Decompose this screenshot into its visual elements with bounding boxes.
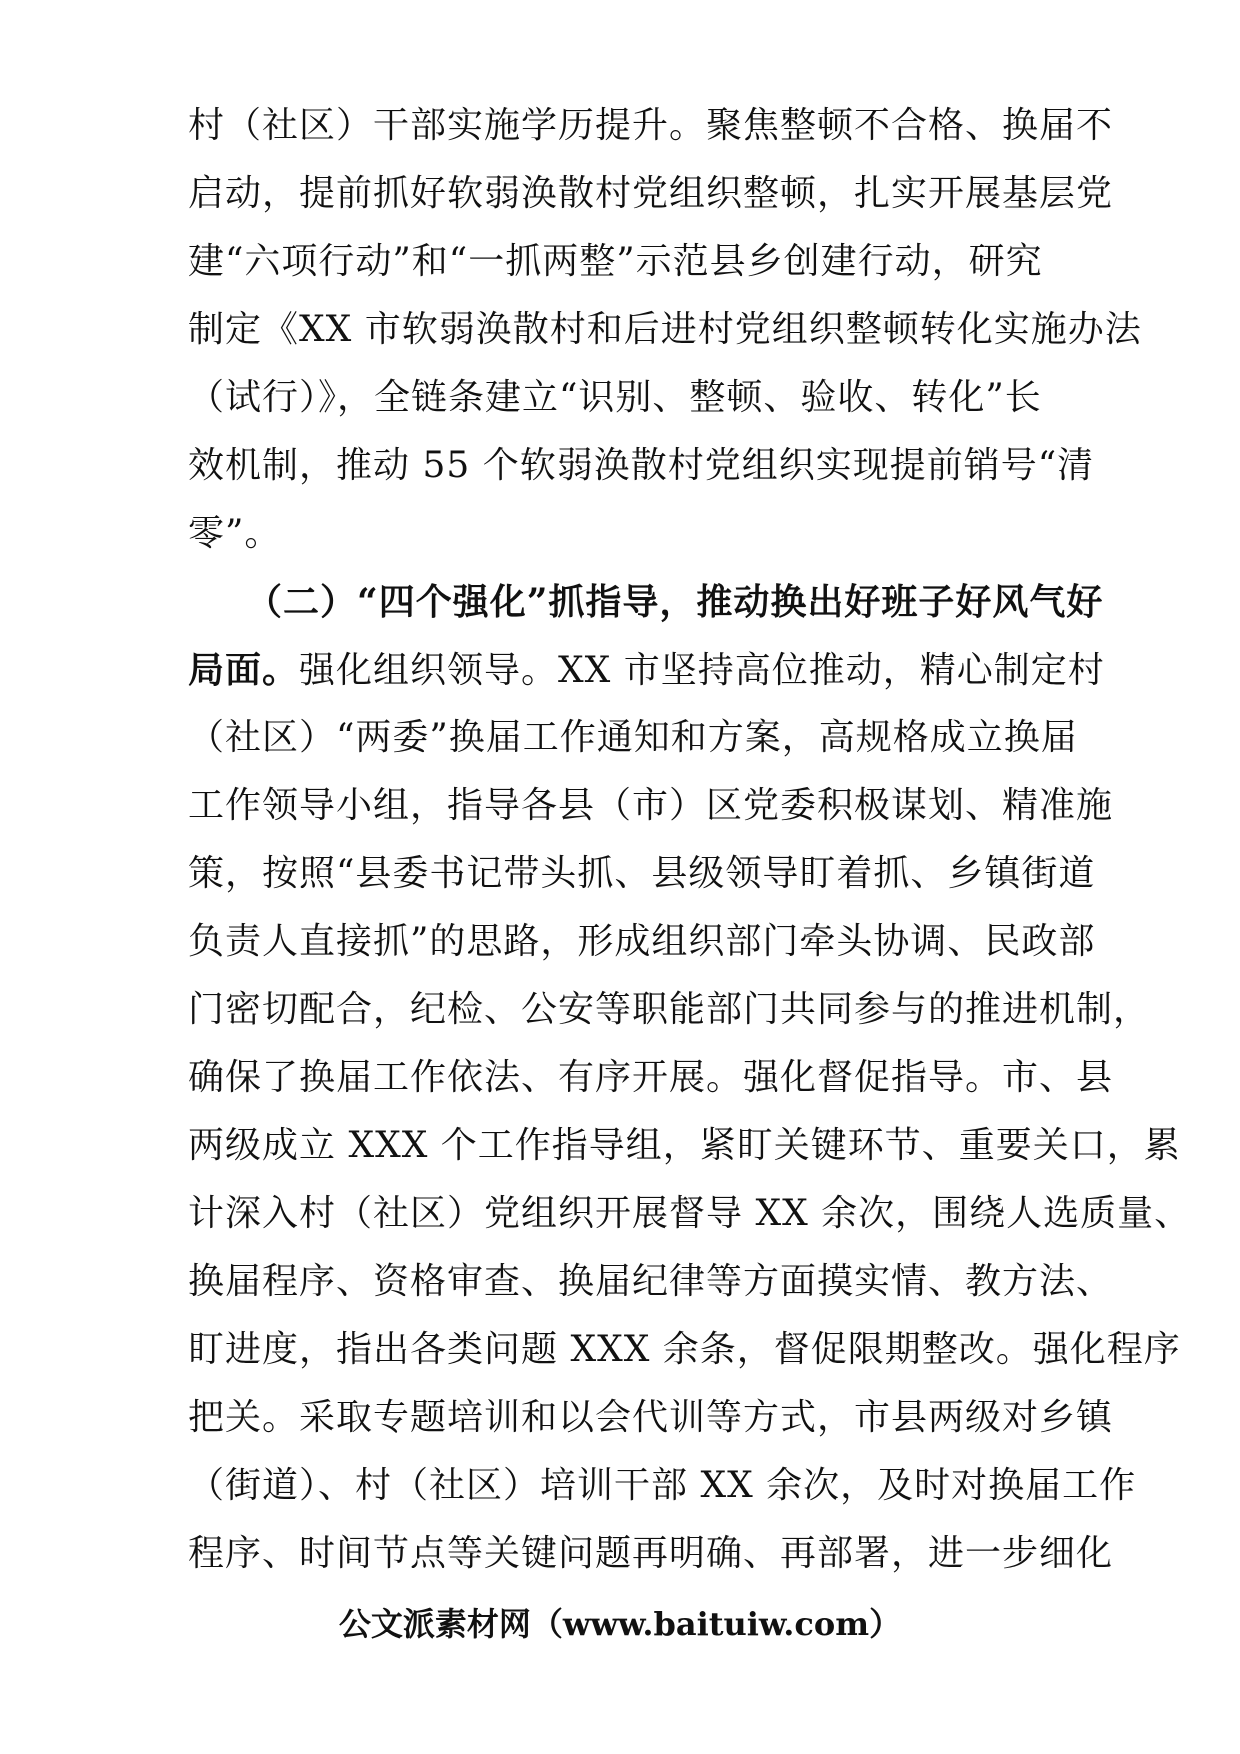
section-heading-normal-part: 强化组织领导。XX 市坚持高位推动，精心制定村 xyxy=(299,650,1105,691)
body-line-19: （街道）、村（社区）培训干部 XX 余次，及时对换届工作 xyxy=(188,1465,1137,1506)
body-line-2: 启动，提前抓好软弱涣散村党组织整顿，扎实开展基层党 xyxy=(188,173,1114,214)
body-line-1: 村（社区）干部实施学历提升。聚焦整顿不合格、换届不 xyxy=(188,105,1114,146)
body-line-8: （社区）“两委”换届工作通知和方案，高规格成立换届 xyxy=(188,717,1078,758)
body-line-18: 把关。采取专题培训和以会代训等方式，市县两级对乡镇 xyxy=(188,1397,1114,1438)
body-line-7: 零”。 xyxy=(188,513,282,554)
body-line-14: 两级成立 XXX 个工作指导组，紧盯关键环节、重要关口，累 xyxy=(188,1125,1181,1166)
body-line-13: 确保了换届工作依法、有序开展。强化督促指导。市、县 xyxy=(188,1057,1114,1098)
body-line-12: 门密切配合，纪检、公安等职能部门共同参与的推进机制， xyxy=(188,989,1151,1030)
body-line-4: 制定《XX 市软弱涣散村和后进村党组织整顿转化实施办法 xyxy=(188,309,1142,350)
section-heading-bold-part: 局面。 xyxy=(188,649,300,691)
section-heading-line-1: （二）“四个强化”抓指导，推动换出好班子好风气好 xyxy=(246,581,1104,623)
body-line-6: 效机制，推动 55 个软弱涣散村党组织实现提前销号“清 xyxy=(188,445,1095,486)
body-line-9: 工作领导小组，指导各县（市）区党委积极谋划、精准施 xyxy=(188,785,1114,826)
section-heading-line-2 xyxy=(188,636,1105,704)
body-line-17: 盯进度，指出各类问题 XXX 余条，督促限期整改。强化程序 xyxy=(188,1329,1181,1370)
document-body xyxy=(188,92,1192,1588)
body-line-20: 程序、时间节点等关键问题再明确、再部署，进一步细化 xyxy=(188,1533,1114,1574)
body-line-11: 负责人直接抓”的思路，形成组织部门牵头协调、民政部 xyxy=(188,921,1096,962)
body-line-3: 建“六项行动”和“一抓两整”示范县乡创建行动，研究 xyxy=(188,241,1043,282)
body-line-10: 策，按照“县委书记带头抓、县级领导盯着抓、乡镇街道 xyxy=(188,853,1096,894)
body-line-5: （试行）》，全链条建立“识别、整顿、验收、转化”长 xyxy=(188,377,1042,418)
body-line-16: 换届程序、资格审查、换届纪律等方面摸实情、教方法、 xyxy=(188,1261,1114,1302)
body-line-15: 计深入村（社区）党组织开展督导 XX 余次，围绕人选质量、 xyxy=(188,1193,1192,1234)
page-footer: 公文派素材网（www.baituiw.com） xyxy=(338,1605,902,1643)
